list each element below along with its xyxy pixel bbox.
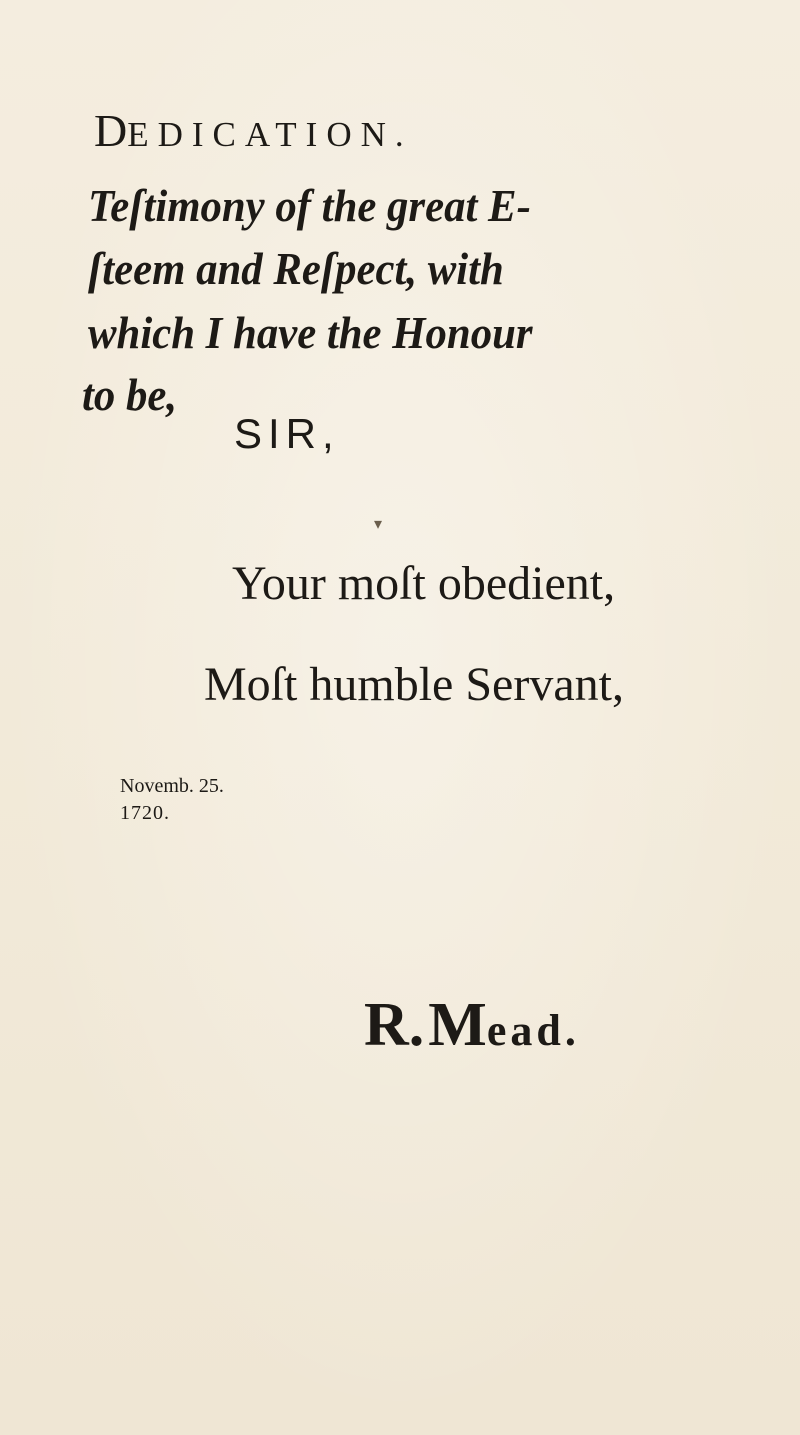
body-line-1: Teſtimony of the great E- (88, 180, 531, 231)
signature-initial: R. (364, 991, 425, 1059)
ink-speck: ▾ (374, 516, 383, 533)
running-head-initial: D (94, 105, 128, 156)
signature (364, 990, 580, 1061)
body-line-2: ſteem and Reſpect, with (88, 243, 504, 294)
running-head (94, 104, 413, 157)
date-line-1: Novemb. 25. (120, 775, 224, 797)
date-line-2: 1720. (120, 802, 170, 824)
body-line-3: which I have the Honour (88, 307, 533, 358)
signature-surname-initial: M (428, 991, 487, 1059)
signature-surname-rest: ead. (486, 1006, 580, 1055)
salutation: SIR, (234, 410, 340, 457)
closing-line-2: Moſt humble Servant, (204, 658, 624, 711)
running-head-rest: EDICATION. (127, 115, 413, 154)
closing-line-1: Your moſt obedient, (232, 557, 616, 610)
body-line-4: to be, (82, 369, 178, 420)
